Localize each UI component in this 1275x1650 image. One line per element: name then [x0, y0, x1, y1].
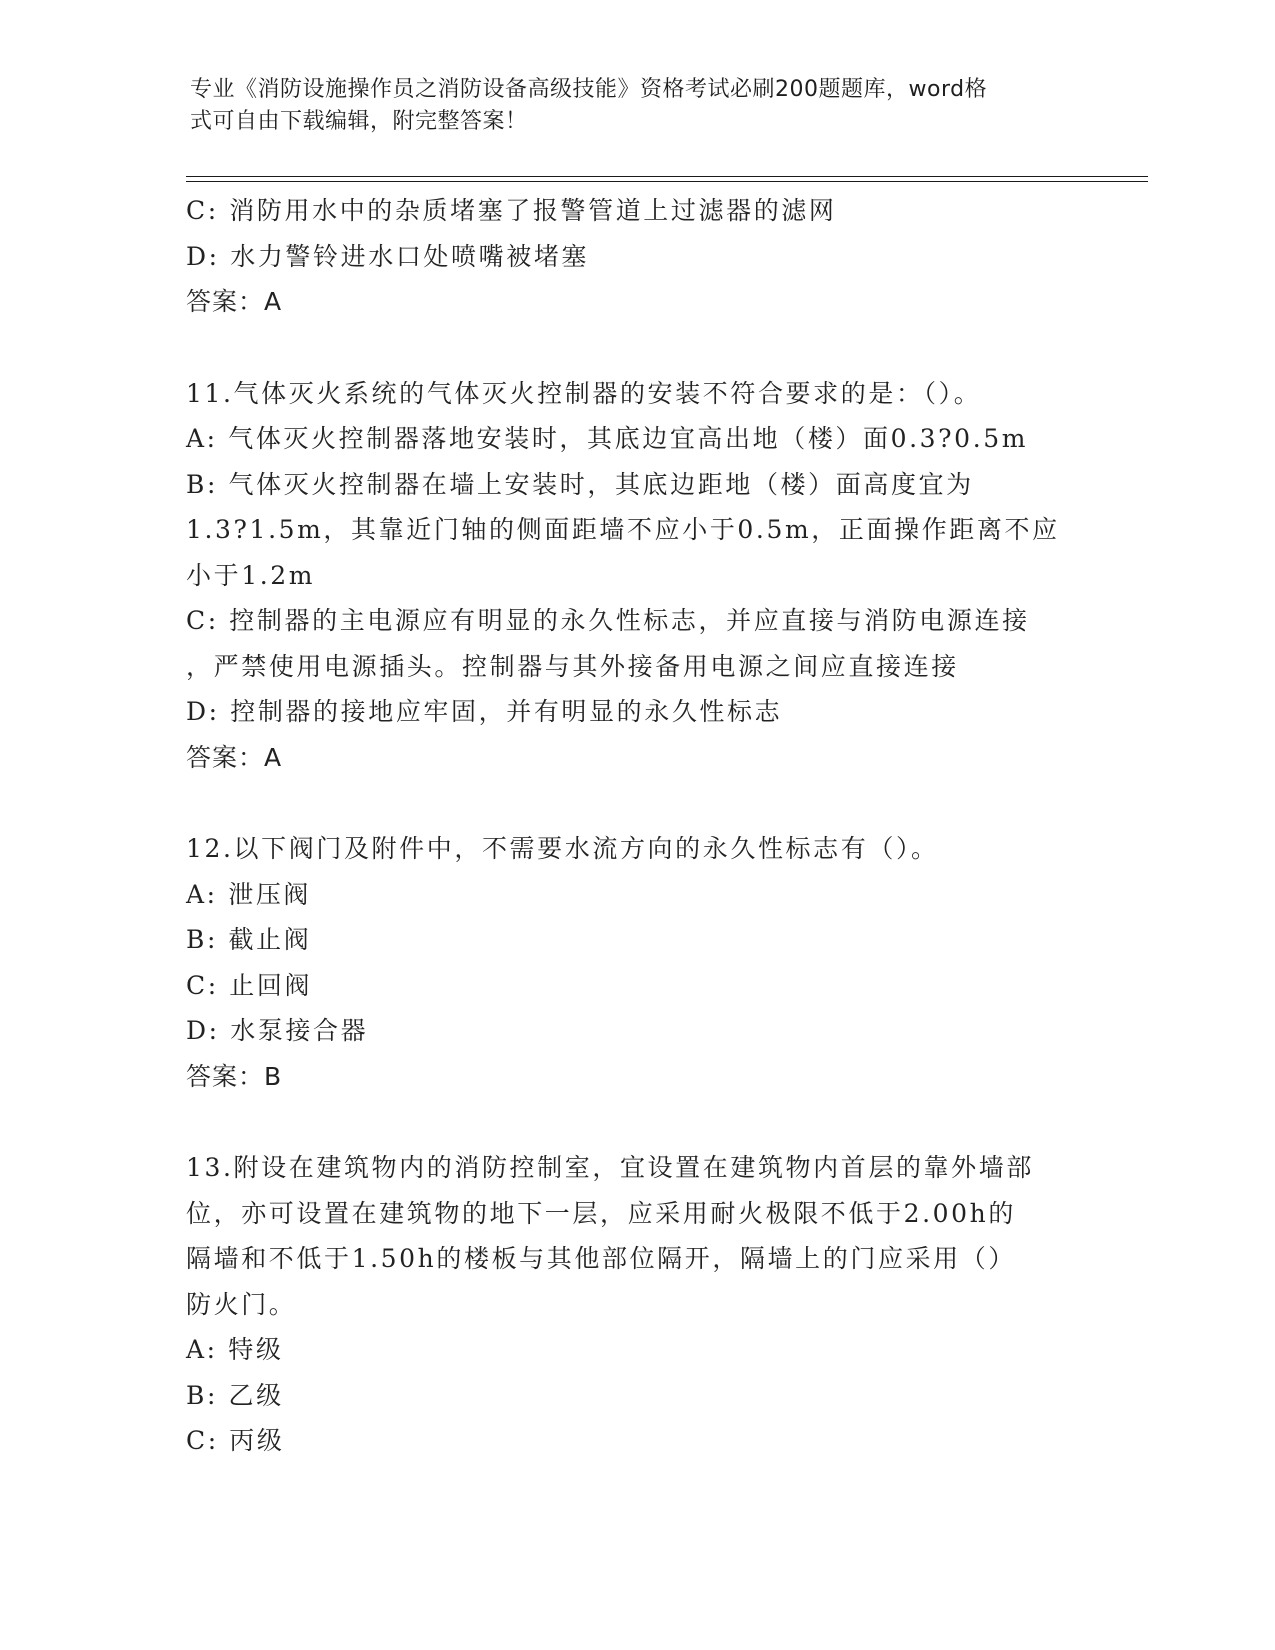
question-12-option-a: A: 泄压阀: [186, 879, 312, 909]
question-11-option-b-line-3: 小于1.2m: [186, 560, 316, 590]
question-11-option-d: D: 控制器的接地应牢固，并有明显的永久性标志: [186, 697, 783, 726]
page-header: [190, 74, 1090, 138]
question-11-stem: 11.气体灭火系统的气体灭火控制器的安装不符合要求的是：（）。: [186, 378, 982, 408]
question-12-stem: 12.以下阀门及附件中，不需要水流方向的永久性标志有（）。: [186, 834, 939, 863]
question-11-option-b-line-1: B: 气体灭火控制器在墙上安装时，其底边距地（楼）面高度宜为: [186, 469, 974, 499]
question-13-option-b: B: 乙级: [186, 1380, 284, 1410]
question-13-stem-line-2: 位，亦可设置在建筑物的地下一层，应采用耐火极限不低于2.00h的: [186, 1198, 1016, 1228]
question-12-option-b: B: 截止阀: [186, 925, 312, 954]
header-title-line-1: 专业《消防设施操作员之消防设备高级技能》资格考试必刷200题题库，word格: [190, 77, 988, 102]
question-10-option-c: C: 消防用水中的杂质堵塞了报警管道上过滤器的滤网: [186, 196, 837, 225]
question-spacer: [186, 1099, 1086, 1145]
question-spacer: [186, 780, 1086, 826]
question-13-stem-line-3: 隔墙和不低于1.50h的楼板与其他部位隔开，隔墙上的门应采用（）: [186, 1244, 1016, 1273]
question-13-stem-line-1: 13.附设在建筑物内的消防控制室，宜设置在建筑物内首层的靠外墙部: [186, 1153, 1034, 1182]
question-10-block: [186, 188, 1086, 325]
question-11-option-a: A: 气体灭火控制器落地安装时，其底边宜高出地（楼）面0.3?0.5m: [186, 424, 1029, 453]
header-divider-top: [186, 176, 1148, 177]
question-13-block: [186, 1145, 1086, 1464]
question-12-answer: 答案：B: [186, 1061, 283, 1091]
question-list: [186, 188, 1086, 1464]
question-10-answer: 答案：A: [186, 287, 283, 316]
question-13-option-c: C: 丙级: [186, 1426, 285, 1455]
question-13-stem-line-4: 防火门。: [186, 1289, 297, 1319]
header-divider-bottom: [186, 181, 1148, 182]
header-title-line-2: 式可自由下载编辑，附完整答案！: [190, 109, 528, 134]
question-11-option-b-line-2: 1.3?1.5m，其靠近门轴的侧面距墙不应小于0.5m，正面操作距离不应: [186, 515, 1060, 544]
question-spacer: [186, 325, 1086, 371]
question-11-option-c-line-2: ，严禁使用电源插头。控制器与其外接备用电源之间应直接连接: [186, 651, 959, 681]
question-10-option-d: D: 水力警铃进水口处喷嘴被堵塞: [186, 241, 590, 271]
question-12-block: [186, 826, 1086, 1099]
question-11-answer: 答案：A: [186, 742, 283, 772]
question-12-option-c: C: 止回阀: [186, 970, 313, 1000]
question-11-block: [186, 371, 1086, 781]
question-13-option-a: A: 特级: [186, 1335, 284, 1364]
question-11-option-c-line-1: C: 控制器的主电源应有明显的永久性标志，并应直接与消防电源连接: [186, 606, 1030, 635]
question-12-option-d: D: 水泵接合器: [186, 1016, 369, 1045]
